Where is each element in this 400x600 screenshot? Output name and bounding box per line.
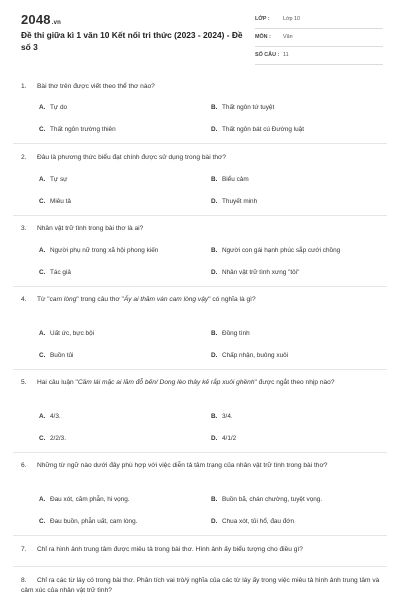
answer-option[interactable]	[39, 413, 61, 420]
answer-option[interactable]	[39, 435, 66, 442]
question-stem	[21, 295, 381, 305]
document-meta	[255, 16, 383, 70]
option-text: Tác giả	[50, 269, 71, 276]
question-divider	[13, 143, 387, 144]
option-text: 4/3.	[50, 413, 61, 420]
option-letter: D.	[211, 352, 218, 359]
answer-option[interactable]	[39, 104, 67, 111]
option-text: Người phụ nữ trong xã hội phong kiến	[50, 247, 159, 254]
answer-option[interactable]	[211, 198, 257, 205]
answer-option[interactable]	[211, 518, 294, 525]
answer-option[interactable]	[39, 352, 73, 359]
option-letter: D.	[211, 198, 218, 205]
option-text: Tự do	[50, 104, 68, 111]
question-text: Chỉ ra hình ảnh trung tâm được miêu tả trong bài thơ. Hình ảnh ấy biểu tượng cho điều gì?	[37, 546, 303, 553]
question-text	[37, 296, 256, 303]
question-stem	[21, 545, 381, 555]
answer-option[interactable]	[39, 518, 137, 525]
option-text: Biểu cảm	[222, 176, 249, 183]
option-letter: C.	[39, 435, 46, 442]
option-text: Buồn tủi	[50, 352, 74, 359]
question-text	[37, 379, 335, 386]
option-letter: B.	[211, 496, 218, 503]
quoted-verse: Cầm lái mặc ai lăm đỗ bến/ Dong lèo thây kẻ rắp xuôi ghềnh	[77, 379, 255, 386]
option-text: Chua xót, tủi hổ, đau đớn	[222, 518, 295, 525]
question-stem	[21, 461, 381, 471]
option-letter: D.	[211, 126, 218, 133]
option-text: Miêu tả	[50, 198, 71, 205]
logo-suffix: .vn	[51, 20, 62, 26]
answer-option[interactable]	[211, 176, 249, 183]
answer-option[interactable]	[39, 496, 130, 503]
question-divider	[13, 215, 387, 216]
option-letter: A.	[39, 247, 46, 254]
question-text-part: " có nghĩa là gì?	[208, 296, 256, 303]
option-letter: C.	[39, 198, 46, 205]
option-text: Thất ngôn bát cú Đường luật	[222, 126, 305, 133]
option-letter: A.	[39, 176, 46, 183]
question-number: 7.	[21, 546, 27, 553]
option-text: Tự sự	[50, 176, 68, 183]
option-letter: D.	[211, 518, 218, 525]
question-stem	[21, 576, 381, 596]
question-number: 4.	[21, 296, 27, 303]
option-letter: D.	[211, 435, 218, 442]
option-text: Thất ngôn trường thiên	[50, 126, 116, 133]
option-letter: D.	[211, 269, 218, 276]
answer-option[interactable]	[211, 352, 288, 359]
answer-option[interactable]	[211, 269, 299, 276]
option-letter: C.	[39, 518, 46, 525]
option-text: Nhân vật trữ tình xưng "tôi"	[222, 269, 300, 276]
option-text: Đồng tình	[222, 330, 250, 337]
question-number: 2.	[21, 154, 27, 161]
question-number: 8.	[21, 577, 27, 584]
answer-option[interactable]	[211, 126, 304, 133]
document-header	[0, 0, 400, 58]
logo-text: 2048	[21, 12, 51, 27]
answer-option[interactable]	[39, 198, 71, 205]
option-text: Đau buồn, phẫn uất, cam lòng.	[50, 518, 138, 525]
answer-option[interactable]	[39, 247, 158, 254]
question-number: 6.	[21, 462, 27, 469]
option-text: Uất ức, bực bội	[50, 330, 95, 337]
option-text: Đau xót, căm phẫn, hi vọng.	[50, 496, 130, 503]
option-letter: C.	[39, 269, 46, 276]
option-text: Người con gái hạnh phúc sắp cưới chồng	[222, 247, 341, 254]
answer-option[interactable]	[39, 269, 71, 276]
option-text: 3/4.	[222, 413, 233, 420]
answer-option[interactable]	[211, 413, 233, 420]
quoted-word: cam lòng	[49, 296, 77, 303]
answer-option[interactable]	[39, 330, 94, 337]
question-stem	[21, 224, 381, 234]
quoted-verse: Ấy ai thăm ván cam lòng vậy	[123, 296, 209, 303]
question-text-part: " trong câu thơ "	[76, 296, 124, 303]
option-text: Buồn bã, chán chường, tuyệt vọng.	[222, 496, 323, 503]
meta-value: 11	[283, 52, 289, 58]
question-divider	[13, 286, 387, 287]
option-letter: A.	[39, 330, 46, 337]
question-text: Bài thơ trên được viết theo thể thơ nào?	[37, 83, 155, 90]
answer-option[interactable]	[211, 496, 322, 503]
question-text: Những từ ngữ nào dưới đây phù hợp với việc diễn tả tâm trạng của nhân vật trữ tình trong bài thơ?	[37, 462, 328, 469]
meta-row-class	[255, 16, 383, 29]
meta-key: MÔN :	[255, 34, 271, 40]
question-stem	[21, 378, 381, 388]
question-number: 3.	[21, 225, 27, 232]
option-letter: B.	[211, 176, 218, 183]
meta-value: Văn	[283, 34, 293, 40]
question-stem	[21, 82, 381, 92]
option-letter: B.	[211, 413, 218, 420]
question-stem	[21, 153, 381, 163]
option-letter: B.	[211, 330, 218, 337]
option-text: Chấp nhận, buông xuôi	[222, 352, 289, 359]
meta-value: Lớp 10	[283, 16, 301, 22]
answer-option[interactable]	[211, 435, 236, 442]
option-text: Thuyết minh	[222, 198, 258, 205]
question-text: Chỉ ra các từ láy có trong bài thơ. Phân tích vai trò/ý nghĩa của các từ láy ấy trong việc miêu tả hình ảnh trung tâm và cảm xúc của nhân vật trữ tình?	[21, 577, 380, 594]
meta-key: SỐ CÂU :	[255, 52, 280, 58]
option-text: Thất ngôn tứ tuyệt	[222, 104, 275, 111]
question-text-part: Hai câu luận "	[37, 379, 78, 386]
meta-key: LỚP :	[255, 16, 270, 22]
question-text-part: Từ "	[37, 296, 50, 303]
meta-row-subject	[255, 34, 383, 47]
answer-option[interactable]	[39, 176, 67, 183]
document-title: Đề thi giữa kì 1 văn 10 Kết nối tri thức (2023 - 2024) - Đề số 3	[21, 30, 243, 52]
answer-option[interactable]	[211, 104, 274, 111]
answer-option[interactable]	[211, 247, 340, 254]
question-divider	[13, 452, 387, 453]
question-text: Đâu là phương thức biểu đạt chính được sử dụng trong bài thơ?	[37, 154, 226, 161]
site-logo[interactable]	[21, 12, 61, 27]
answer-option[interactable]	[211, 330, 250, 337]
option-letter: A.	[39, 413, 46, 420]
option-letter: C.	[39, 352, 46, 359]
question-text: Nhân vật trữ tình trong bài thơ là ai?	[37, 225, 144, 232]
option-letter: C.	[39, 126, 46, 133]
question-number: 5.	[21, 379, 27, 386]
question-divider	[13, 369, 387, 370]
option-letter: B.	[211, 247, 218, 254]
question-text-part: " được ngắt theo nhịp nào?	[254, 379, 335, 386]
option-letter: A.	[39, 104, 46, 111]
option-letter: A.	[39, 496, 46, 503]
option-text: 2/2/3.	[50, 435, 66, 442]
meta-row-count	[255, 52, 383, 65]
question-divider	[13, 535, 387, 536]
answer-option[interactable]	[39, 126, 116, 133]
option-text: 4/1/2	[222, 435, 237, 442]
option-letter: B.	[211, 104, 218, 111]
question-number: 1.	[21, 83, 27, 90]
question-divider	[13, 566, 387, 567]
